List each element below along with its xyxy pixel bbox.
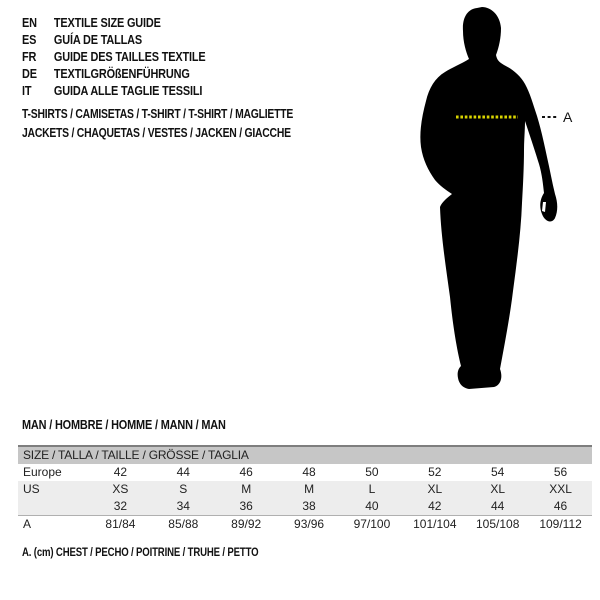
- table-cell: 32: [113, 499, 128, 513]
- size-table: [18, 445, 592, 533]
- table-cell: 44: [176, 465, 190, 479]
- table-cell: XL: [490, 482, 506, 496]
- table-cell: L: [368, 482, 376, 496]
- table-cell: 44: [491, 499, 505, 513]
- table-cell: XL: [427, 482, 443, 496]
- table-cell: 109/112: [539, 517, 582, 531]
- language-row: [22, 14, 205, 31]
- language-code: IT: [22, 83, 32, 98]
- table-cell: 105/108: [475, 517, 520, 531]
- man-silhouette-svg: [405, 0, 600, 400]
- table-cell: XS: [112, 482, 129, 496]
- table-cell: 81/84: [105, 517, 136, 531]
- language-row: [22, 82, 205, 99]
- table-cell: 46: [239, 465, 253, 479]
- table-row-chest: [18, 515, 592, 533]
- footnote-chest: A. (cm) CHEST / PECHO / POITRINE / TRUHE / PETTO: [22, 545, 259, 559]
- table-cell: 101/104: [413, 517, 457, 531]
- table-cell: M: [241, 482, 252, 496]
- row-label: US: [23, 482, 40, 496]
- table-cell: 42: [428, 499, 442, 513]
- table-cell: 93/96: [294, 517, 325, 531]
- table-cell: 48: [302, 465, 316, 479]
- language-code: ES: [22, 32, 37, 47]
- language-label: TEXTILGRÖßENFÜHRUNG: [53, 66, 190, 81]
- table-cell: 40: [365, 499, 379, 513]
- table-cell: 56: [553, 465, 568, 479]
- measure-label-a: A: [563, 109, 573, 125]
- table-row-europe: [18, 464, 592, 481]
- table-row-us-numeric: [18, 498, 592, 515]
- size-table-header: SIZE / TALLA / TAILLE / GRÖSSE / TAGLIA: [18, 447, 592, 464]
- language-row: [22, 65, 205, 82]
- section-title-man: MAN / HOMBRE / HOMME / MANN / MAN: [22, 417, 226, 432]
- table-cell: 97/100: [353, 517, 391, 531]
- table-cell: 52: [428, 465, 442, 479]
- table-cell: 46: [553, 499, 568, 513]
- language-list: [22, 14, 240, 99]
- row-label: Europe: [23, 465, 62, 479]
- language-code: EN: [22, 15, 37, 30]
- table-cell: 38: [302, 499, 316, 513]
- language-row: [22, 48, 205, 65]
- table-cell: 36: [239, 499, 253, 513]
- table-cell: 50: [365, 465, 379, 479]
- language-code: DE: [22, 66, 37, 81]
- table-cell: XXL: [549, 482, 572, 496]
- language-label: TEXTILE SIZE GUIDE: [53, 15, 161, 30]
- category-list: [22, 105, 361, 142]
- category-line-jackets: JACKETS / CHAQUETAS / VESTES / JACKEN / GIACCHE: [22, 124, 291, 140]
- table-cell: 89/92: [231, 517, 262, 531]
- table-cell: 54: [491, 465, 505, 479]
- table-cell: 85/88: [168, 517, 199, 531]
- man-figure: [405, 0, 600, 400]
- language-label: GUIDE DES TAILLES TEXTILE: [53, 49, 206, 64]
- row-label: A: [23, 517, 32, 531]
- table-cell: 42: [113, 465, 128, 479]
- table-row-us: [18, 481, 592, 498]
- category-line-tshirts: T-SHIRTS / CAMISETAS / T-SHIRT / T-SHIRT / MAGLIETTE: [22, 106, 294, 121]
- table-cell: 34: [176, 499, 190, 513]
- language-label: GUIDA ALLE TAGLIE TESSILI: [53, 83, 203, 98]
- man-silhouette: [420, 7, 557, 389]
- language-code: FR: [22, 49, 37, 64]
- table-cell: M: [304, 482, 315, 496]
- language-row: [22, 31, 205, 48]
- table-cell: S: [179, 482, 188, 496]
- language-label: GUÍA DE TALLAS: [53, 32, 142, 47]
